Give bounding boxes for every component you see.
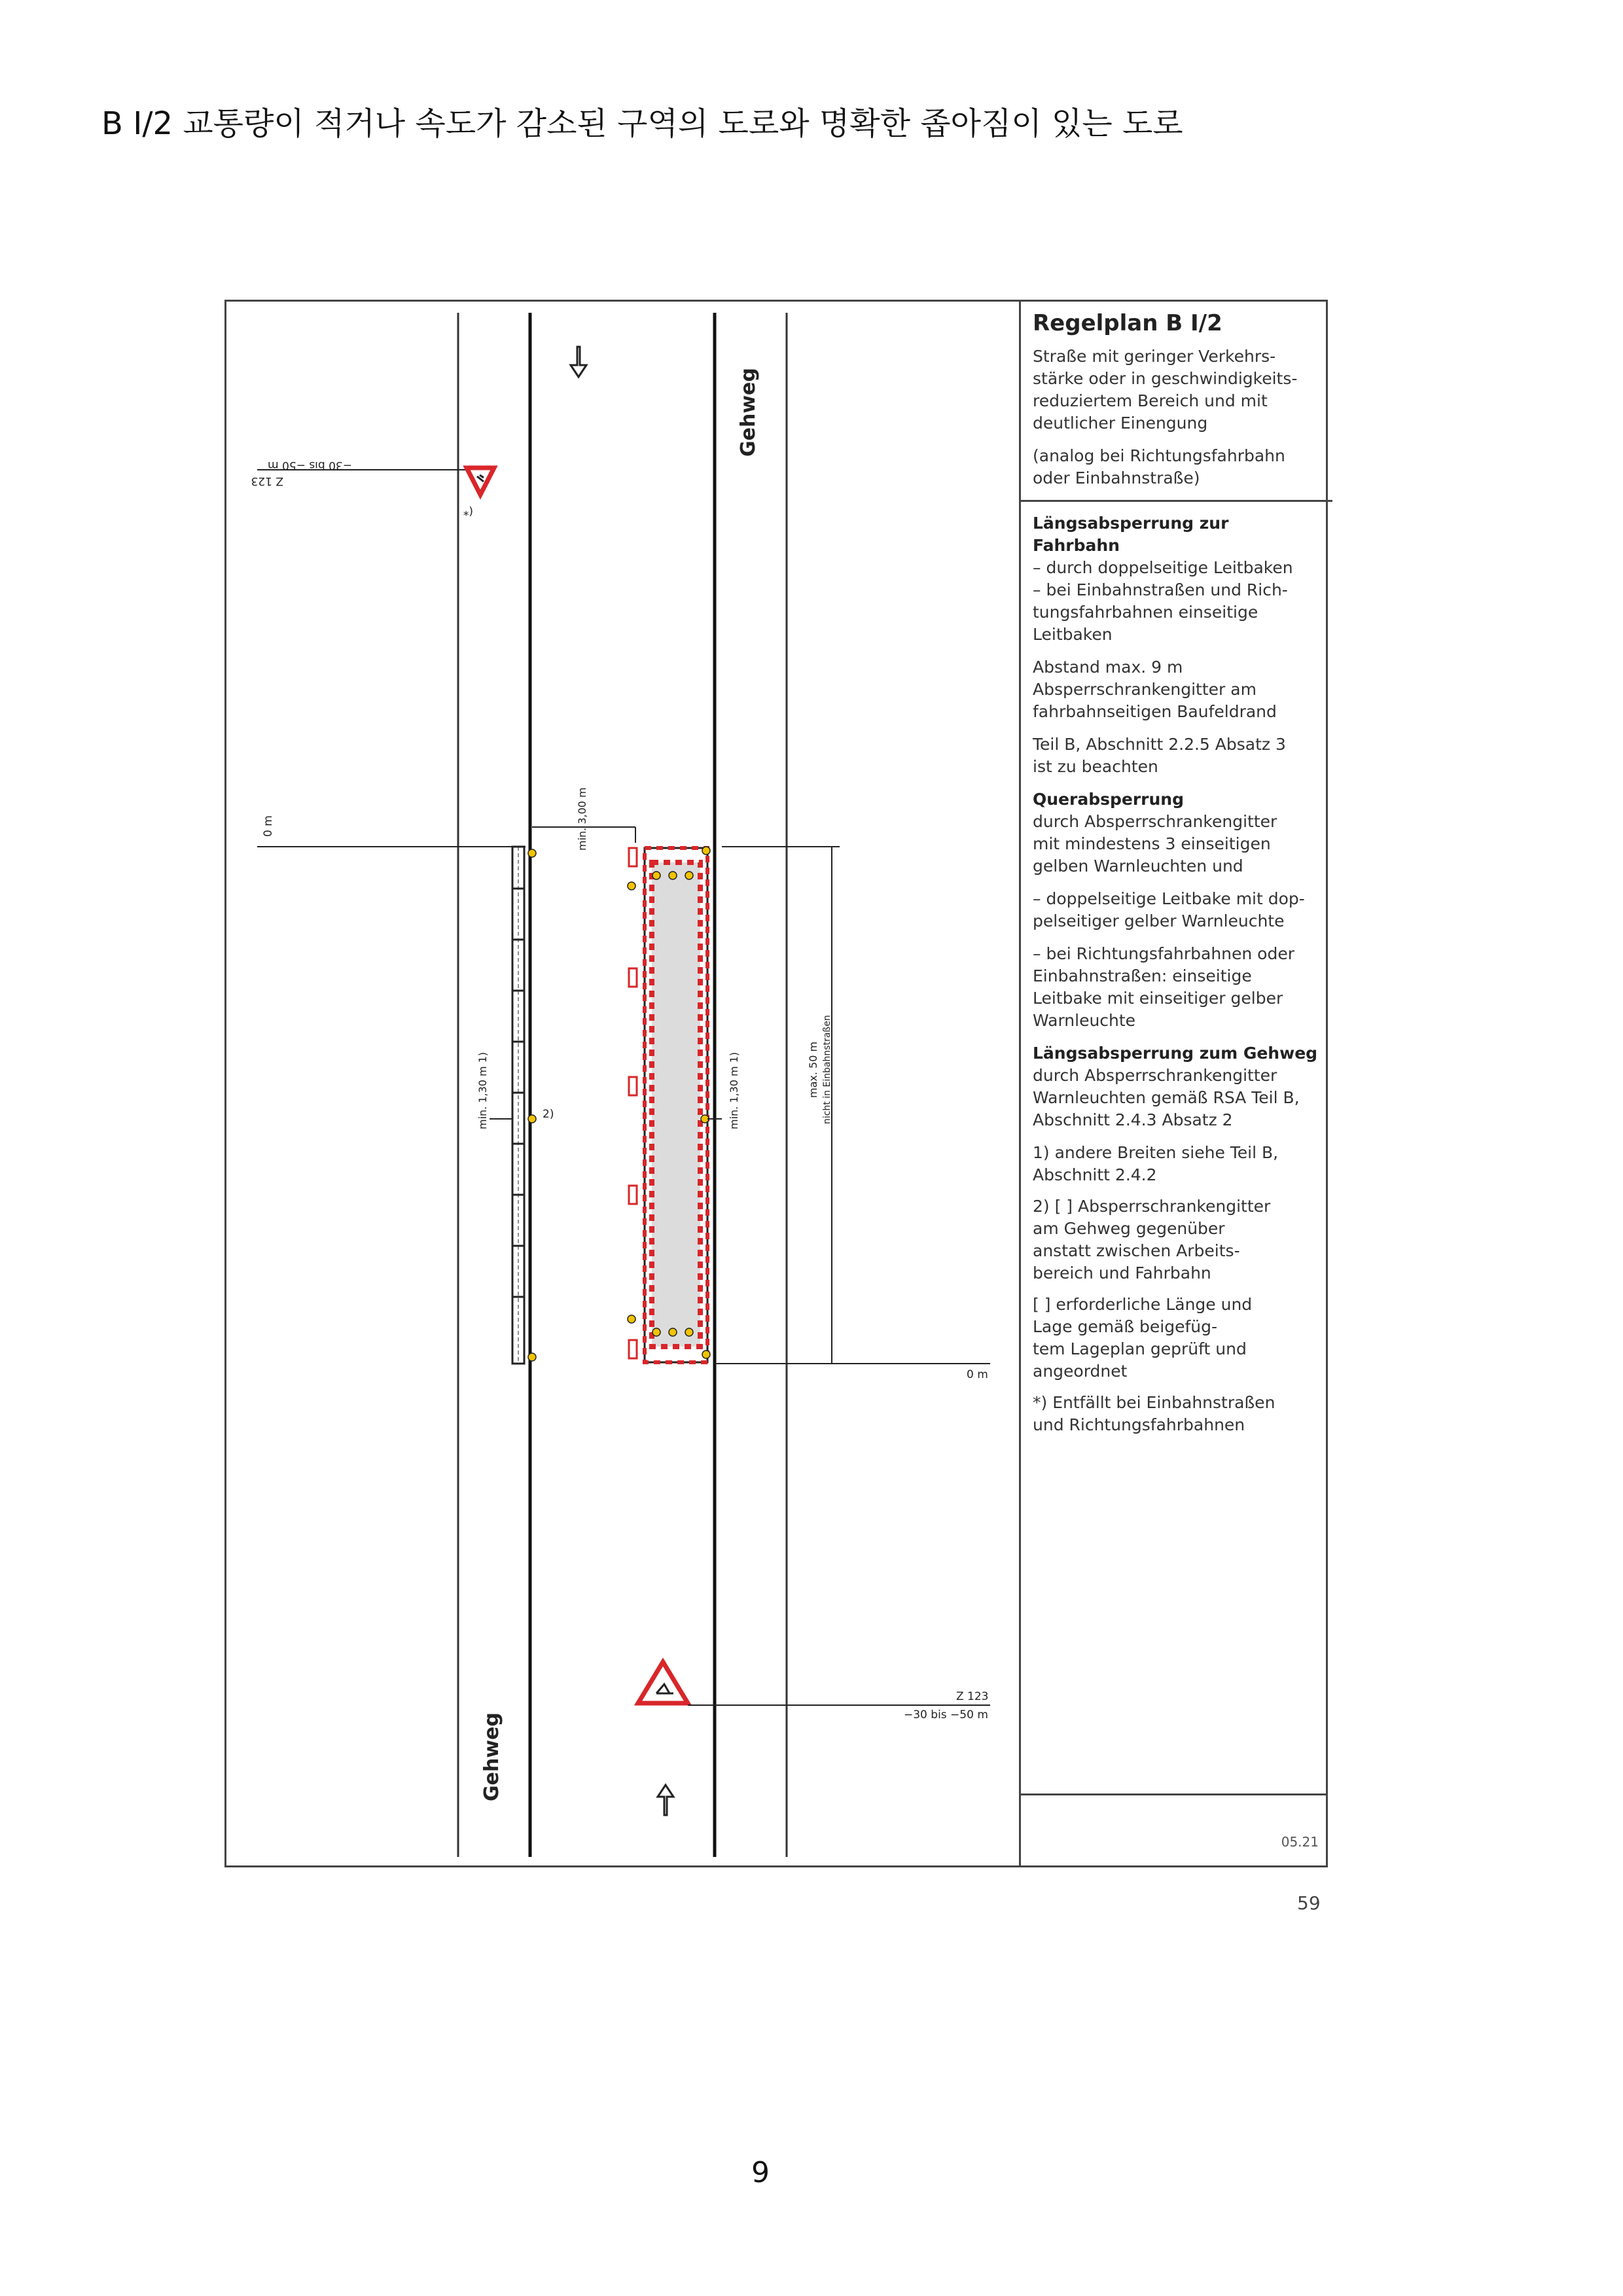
inner-page-number: 59 [1297, 1892, 1321, 1914]
roadwork-sign-bottom-icon [638, 1662, 688, 1703]
leitbake-icon [629, 848, 637, 1358]
legend-analog: (analog bei Richtungsfahrbahn oder Einbahnstraße) [1033, 446, 1285, 487]
sec2-p1: durch Absperrschrankengitter mit mindestens 3 einseitigen gelben Warnleuchten und [1033, 812, 1277, 875]
zero-label-right: 0 m [967, 1368, 988, 1381]
work-area [645, 848, 707, 1362]
note-2: 2) [ ] Absperrschrankengitter am Gehweg gegenüber anstatt zwischen Arbeits- bereich und Fahrbahn [1033, 1197, 1271, 1282]
dim-min-130-right-label: min. 1,30 m 1) [728, 1051, 740, 1129]
arrow-up-icon [658, 1785, 673, 1815]
legend-title: Regelplan B I/2 [1033, 310, 1222, 336]
note-4: *) Entfällt bei Einbahnstraßen und Richtungsfahrbahnen [1033, 1393, 1275, 1434]
legend-intro: Straße mit geringer Verkehrs- stärke oder in geschwindigkeits- reduziertem Bereich und mit deutlicher Einengung [1033, 347, 1298, 433]
note-3: [ ] erforderliche Länge und Lage gemäß beigefüg- tem Lageplan geprüft und angeordnet [1033, 1295, 1253, 1381]
legend-panel [1019, 300, 1328, 1867]
note-2-label: 2) [543, 1108, 554, 1121]
sign-top-dist: −30 bis −50 m [268, 459, 352, 472]
sec1-p2: Abstand max. 9 m Absperrschrankengitter am fahrbahnseitigen Baufeldrand [1033, 658, 1277, 721]
dim-min-300-label: min. 3,00 m [576, 787, 588, 851]
traffic-diagram [224, 300, 1019, 1867]
zero-label-left: 0 m [262, 815, 275, 837]
dim-min-130-left-label: min. 1,30 m 1) [476, 1051, 489, 1129]
roadwork-sign-top-icon [467, 468, 494, 495]
dim-max-50-note: nicht in Einbahnstraßen [822, 1015, 832, 1124]
page-number: 9 [751, 2156, 770, 2189]
sec3-p1: durch Absperrschrankengitter Warnleuchten gemäß RSA Teil B, Abschnitt 2.4.3 Absatz 2 [1033, 1066, 1300, 1129]
sec2-title: Querabsperrung [1033, 790, 1184, 809]
sec1-title: Längsabsperrung zur Fahrbahn [1033, 514, 1229, 555]
gehweg-label-top: Gehweg [737, 368, 760, 457]
dim-max-50-label: max. 50 m [807, 1041, 819, 1098]
sign-top-note: (* [463, 504, 473, 518]
gehweg-label-bottom: Gehweg [480, 1712, 503, 1801]
sec1-p3: Teil B, Abschnitt 2.2.5 Absatz 3 ist zu beachten [1033, 735, 1286, 776]
legend-divider [1021, 500, 1332, 502]
legend-footer [1021, 1793, 1328, 1867]
sign-top-code: Z 123 [251, 474, 283, 487]
sign-bottom-code: Z 123 [956, 1690, 989, 1703]
note-1: 1) andere Breiten siehe Teil B, Abschnitt 2.4.2 [1033, 1143, 1279, 1184]
sec2-p2: – doppelseitige Leitbake mit dop- pelseitiger gelber Warnleuchte [1033, 889, 1305, 930]
sec1-items: – durch doppelseitige Leitbaken – bei Einbahnstraßen und Rich- tungsfahrbahnen einseitige Leitbaken [1033, 558, 1293, 644]
version-label: 05.21 [1281, 1834, 1319, 1850]
barrier-footpath-side [512, 847, 524, 1364]
page-title: B I/2 교통량이 적거나 속도가 감소된 구역의 도로와 명확한 좁아짐이 있는 도로 [101, 105, 1183, 142]
sec3-title: Längsabsperrung zum Gehweg [1033, 1044, 1318, 1063]
sign-bottom-dist: −30 bis −50 m [904, 1708, 988, 1722]
sec2-p3: – bei Richtungsfahrbahnen oder Einbahnstraßen: einseitige Leitbake mit einseitiger gelber Warnleuchte [1033, 944, 1294, 1030]
arrow-down-icon [571, 347, 586, 377]
